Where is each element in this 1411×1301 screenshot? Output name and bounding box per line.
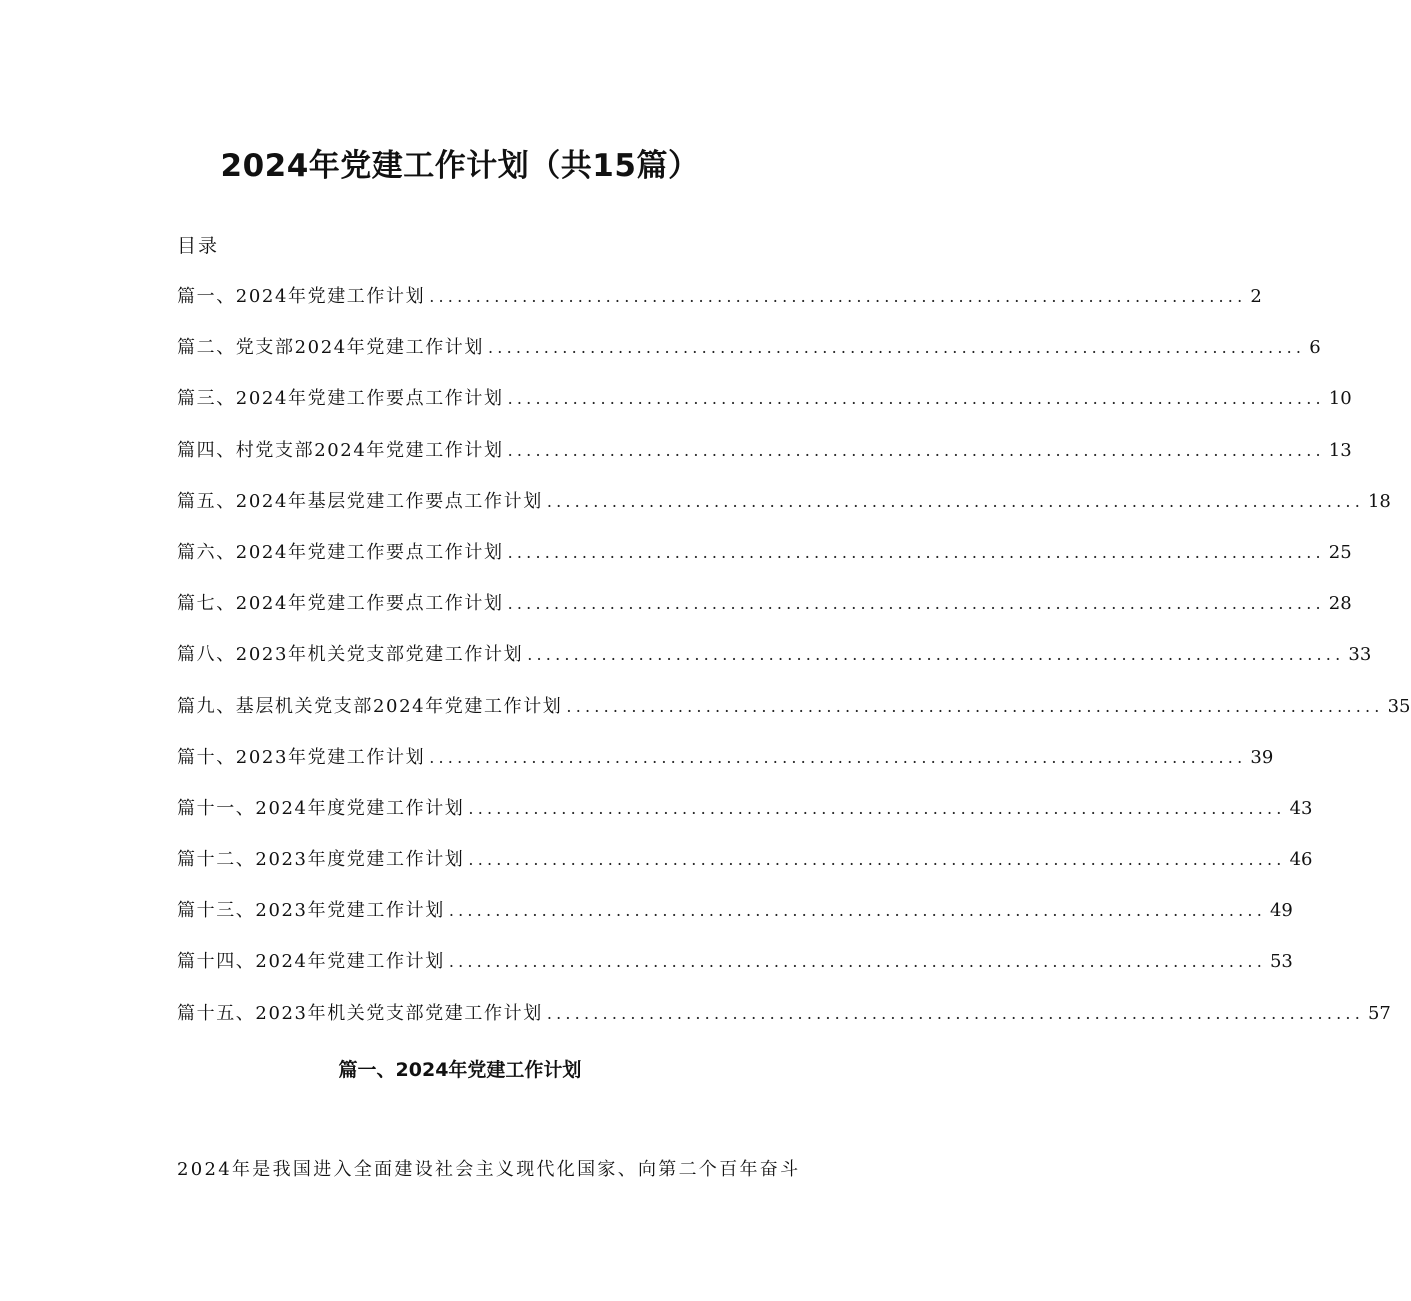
toc-entry[interactable] [177, 487, 1391, 538]
toc-entry-label: 篇五、2024年基层党建工作要点工作计划 [177, 490, 543, 512]
toc-entry[interactable] [177, 538, 1352, 589]
toc-entry-page: 10 [1328, 388, 1352, 410]
toc-entry[interactable] [177, 333, 1321, 384]
toc-entry[interactable] [177, 845, 1313, 896]
toc-entry-page: 35 [1387, 695, 1411, 717]
toc-entry-page: 25 [1328, 541, 1352, 563]
toc-entry-label: 篇三、2024年党建工作要点工作计划 [177, 388, 504, 410]
toc-entry-page: 13 [1328, 439, 1352, 461]
toc-dot-leader: ........................................................................................ [507, 542, 1325, 562]
toc-entry-label: 篇十、2023年党建工作计划 [177, 746, 426, 768]
toc-entry-page: 49 [1269, 900, 1293, 922]
toc-dot-leader: ........................................................................................ [507, 594, 1325, 614]
toc-entry[interactable] [177, 896, 1293, 947]
toc-entry[interactable] [177, 640, 1372, 691]
toc-entry[interactable] [177, 999, 1391, 1050]
toc-entry-label: 篇八、2023年机关党支部党建工作计划 [177, 644, 524, 666]
toc-entry-label: 篇九、基层机关党支部2024年党建工作计划 [177, 695, 563, 717]
toc-entry-page: 18 [1367, 490, 1391, 512]
toc-dot-leader: ........................................................................................ [448, 952, 1266, 972]
toc-entry-page: 2 [1250, 286, 1262, 307]
toc-entry-label: 篇十四、2024年党建工作计划 [177, 951, 445, 973]
toc-entry-page: 28 [1328, 593, 1352, 615]
toc-dot-leader: ........................................................................................ [527, 645, 1345, 665]
table-of-contents [177, 282, 1411, 1050]
toc-dot-leader: ........................................................................................ [448, 901, 1266, 921]
toc-entry-label: 篇七、2024年党建工作要点工作计划 [177, 593, 504, 615]
document-title: 2024年党建工作计划（共15篇） [220, 148, 700, 184]
body-paragraph: 2024年是我国进入全面建设社会主义现代化国家、向第二个百年奋斗 [177, 1159, 801, 1180]
toc-entry[interactable] [177, 384, 1352, 435]
toc-dot-leader: ........................................................................................ [468, 850, 1286, 870]
toc-entry-label: 篇十三、2023年党建工作计划 [177, 900, 445, 922]
toc-dot-leader: ........................................................................................ [546, 1003, 1364, 1023]
toc-dot-leader: ........................................................................................ [566, 696, 1384, 716]
toc-entry-page: 6 [1309, 337, 1321, 359]
toc-entry-label: 篇四、村党支部2024年党建工作计划 [177, 439, 504, 461]
toc-entry[interactable] [177, 692, 1411, 743]
toc-entry[interactable] [177, 743, 1274, 794]
toc-dot-leader: ........................................................................................ [507, 440, 1325, 460]
toc-entry[interactable] [177, 794, 1313, 845]
toc-dot-leader: ........................................................................................ [488, 338, 1306, 358]
toc-entry-label: 篇十一、2024年度党建工作计划 [177, 797, 465, 819]
toc-entry-page: 46 [1289, 849, 1313, 871]
toc-entry-label: 篇十五、2023年机关党支部党建工作计划 [177, 1002, 543, 1024]
toc-entry-page: 53 [1269, 951, 1293, 973]
toc-dot-leader: ........................................................................................ [429, 287, 1247, 306]
toc-entry[interactable] [177, 282, 1262, 333]
toc-entry-page: 43 [1289, 797, 1313, 819]
toc-heading: 目录 [177, 235, 220, 257]
toc-entry-label: 篇十二、2023年度党建工作计划 [177, 849, 465, 871]
toc-entry[interactable] [177, 947, 1293, 998]
toc-dot-leader: ........................................................................................ [507, 389, 1325, 409]
toc-entry-label: 篇二、党支部2024年党建工作计划 [177, 337, 485, 359]
toc-entry-label: 篇六、2024年党建工作要点工作计划 [177, 541, 504, 563]
toc-dot-leader: ........................................................................................ [429, 747, 1247, 767]
toc-entry[interactable] [177, 589, 1352, 640]
toc-dot-leader: ........................................................................................ [546, 491, 1364, 511]
toc-entry[interactable] [177, 436, 1352, 487]
section-heading: 篇一、2024年党建工作计划 [338, 1059, 582, 1081]
toc-entry-label: 篇一、2024年党建工作计划 [177, 286, 426, 307]
toc-entry-page: 33 [1348, 644, 1372, 666]
toc-entry-page: 39 [1250, 746, 1274, 768]
toc-dot-leader: ........................................................................................ [468, 798, 1286, 818]
toc-entry-page: 57 [1367, 1002, 1391, 1024]
